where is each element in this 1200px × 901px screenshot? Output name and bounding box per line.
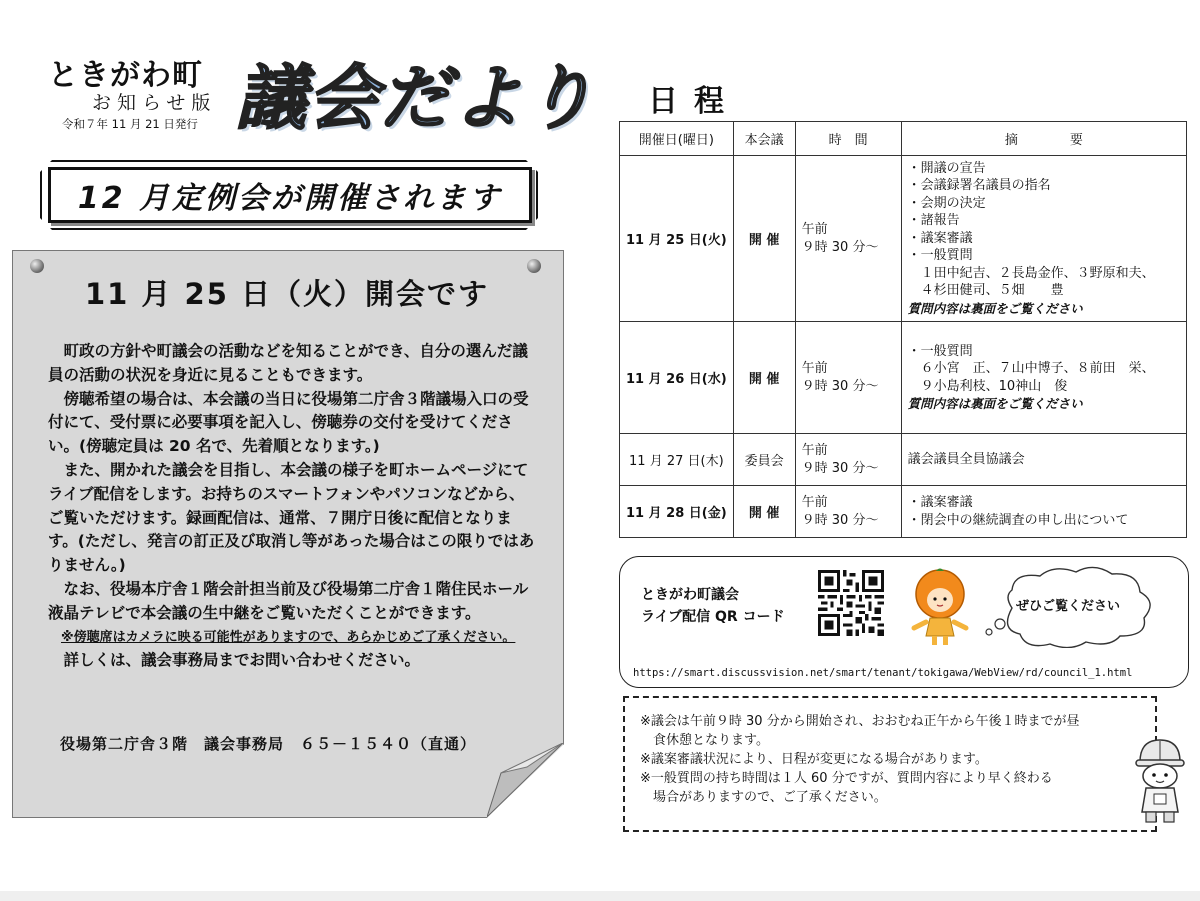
schedule-summary xyxy=(901,434,1186,486)
schedule-summary-item: ・会議録署名議員の指名 xyxy=(907,178,1051,194)
schedule-row xyxy=(620,434,1187,486)
publication-date: 令和７年 11 月 21 日発行 xyxy=(62,117,198,131)
pin-icon xyxy=(527,259,541,273)
mascot-character-icon xyxy=(908,566,972,648)
schedule-time xyxy=(795,434,901,486)
schedule-row xyxy=(620,486,1187,538)
schedule-time-line: 午前 xyxy=(801,360,828,376)
schedule-summary-item: ・閉会中の継続調査の申し出について xyxy=(907,512,1129,528)
notice-paragraph: 町政の方針や町議会の活動などを知ることができ、自分の選んだ議員の活動の状況を身近に見ることもできます。 xyxy=(48,342,528,384)
schedule-time-line: 午前 xyxy=(801,494,828,510)
pin-icon xyxy=(30,259,44,273)
schedule-summary-item: ・一般質問 xyxy=(907,343,973,359)
schedule-session-type: 開 催 xyxy=(733,486,795,538)
schedule-summary-item: ・議案審議 xyxy=(907,495,973,510)
schedule-summary-item: ４杉田健司、５畑 豊 xyxy=(907,283,1064,299)
notice-paragraph: なお、役場本庁舎１階会計担当前及び役場第二庁舎１階住民ホール液晶テレビで本会議の生中継をご覧いただくことができます。 xyxy=(48,579,529,622)
schedule-session-type: 開 催 xyxy=(733,322,795,434)
masthead-title: 議会だより xyxy=(236,57,596,139)
worker-mascot-icon xyxy=(1128,736,1192,826)
schedule-session-type: 開 催 xyxy=(733,156,795,322)
schedule-summary-item: ・一般質問 xyxy=(907,248,973,264)
inquiry-line: 詳しくは、議会事務局までお問い合わせください。 xyxy=(63,651,421,670)
edition-label: お知らせ版 xyxy=(92,92,217,114)
banner xyxy=(48,167,532,223)
page-curl-icon xyxy=(487,743,563,817)
schedule-header-row xyxy=(620,122,1187,156)
schedule-time xyxy=(795,486,901,538)
schedule-summary xyxy=(901,322,1186,434)
schedule-summary-item: 議会議員全員協議会 xyxy=(907,451,1025,467)
notice-paragraph: また、開かれた議会を目指し、本会議の様子を町ホームページにてライブ配信をします。お持ちのスマートフォンやパソコンなどから、ご覧いただけます。録画配信は、通常、７開庁日後に配信となります。(ただし、発言の訂正及び取消し等があった場合はこの限りではありません。) xyxy=(48,460,535,575)
column-header: 摘 要 xyxy=(901,122,1186,156)
schedule-date: 11 月 26 日(水) xyxy=(620,322,734,434)
qr-label-line: ライブ配信 QR コード xyxy=(641,609,785,625)
schedule-time-line: 午前 xyxy=(801,221,828,237)
schedule-summary xyxy=(901,486,1186,538)
schedule-date: 11 月 28 日(金) xyxy=(620,486,734,538)
notice-paragraph: 傍聴希望の場合は、本会議の当日に役場第二庁舎３階議場入口の受付にて、受付票に必要事項を記入し、傍聴券の交付を受けてください。(傍聴定員は 20 名で、先着順となります。) xyxy=(48,389,529,456)
schedule-time xyxy=(795,322,901,434)
footer-strip xyxy=(0,891,1200,901)
bubble-text: ぜひご覧ください xyxy=(1016,599,1121,614)
schedule-time-line: ９時 30 分～ xyxy=(801,460,879,476)
schedule-summary-note: 質問内容は裏面をご覧ください xyxy=(907,300,1083,316)
schedule-title: 日程 xyxy=(648,84,740,119)
schedule-summary-item: ６小宮 正、７山中博子、８前田 栄、 xyxy=(907,361,1155,376)
schedule-date: 11 月 25 日(火) xyxy=(620,156,734,322)
schedule-summary-item: ・諸報告 xyxy=(907,213,960,229)
schedule-summary-item: ・議案審議 xyxy=(907,230,973,246)
qr-label-line: ときがわ町議会 xyxy=(641,587,739,603)
notice-body xyxy=(48,340,538,673)
column-header: 本会議 xyxy=(733,122,795,156)
schedule-summary-item: ９小島利枝、10神山 俊 xyxy=(907,378,1068,394)
live-stream-url[interactable]: https://smart.discussvision.net/smart/tenant/tokigawa/WebView/rd/council_1.html xyxy=(633,667,1133,679)
notes-list xyxy=(640,712,1110,807)
schedule-table xyxy=(619,121,1187,538)
town-name: ときがわ町 xyxy=(48,58,203,93)
note-line: ※一般質問の持ち時間は１人 60 分ですが、質問内容により早く終わる xyxy=(640,771,1053,786)
qr-code-icon[interactable] xyxy=(818,568,884,638)
note-line: 場合がありますので、ご了承ください。 xyxy=(640,790,887,805)
note-line: ※議会は午前９時 30 分から開始され、おおむね正午から午後１時までが昼 xyxy=(640,714,1080,729)
schedule-row xyxy=(620,322,1187,434)
schedule-summary-item: １田中紀吉、２長島金作、３野原和夫、 xyxy=(907,265,1155,281)
schedule-row xyxy=(620,156,1187,322)
schedule-summary-item: ・会期の決定 xyxy=(907,195,986,211)
schedule-time-line: ９時 30 分～ xyxy=(801,378,879,394)
banner-text: 12 月定例会が開催されます xyxy=(77,181,503,216)
schedule-date: 11 月 27 日(木) xyxy=(620,434,734,486)
schedule-summary xyxy=(901,156,1186,322)
column-header: 時 間 xyxy=(795,122,901,156)
contact-info: 役場第二庁舎３階 議会事務局 ６５－１５４０（直通） xyxy=(60,735,477,753)
camera-caution: ※傍聴席はカメラに映る可能性がありますので、あらかじめご了承ください。 xyxy=(61,629,516,645)
schedule-time xyxy=(795,156,901,322)
schedule-time-line: 午前 xyxy=(801,442,828,458)
schedule-session-type: 委員会 xyxy=(733,434,795,486)
schedule-summary-item: ・開議の宣告 xyxy=(907,160,986,176)
qr-label xyxy=(641,584,785,628)
schedule-time-line: ９時 30 分～ xyxy=(801,239,879,255)
schedule-time-line: ９時 30 分～ xyxy=(801,512,879,528)
column-header: 開催日(曜日) xyxy=(620,122,734,156)
schedule-summary-note: 質問内容は裏面をご覧ください xyxy=(907,396,1083,411)
notice-heading: 11 月 25 日（火）開会です xyxy=(84,277,489,311)
note-line: 食休憩となります。 xyxy=(640,733,769,748)
note-line: ※議案審議状況により、日程が変更になる場合があります。 xyxy=(640,752,988,767)
